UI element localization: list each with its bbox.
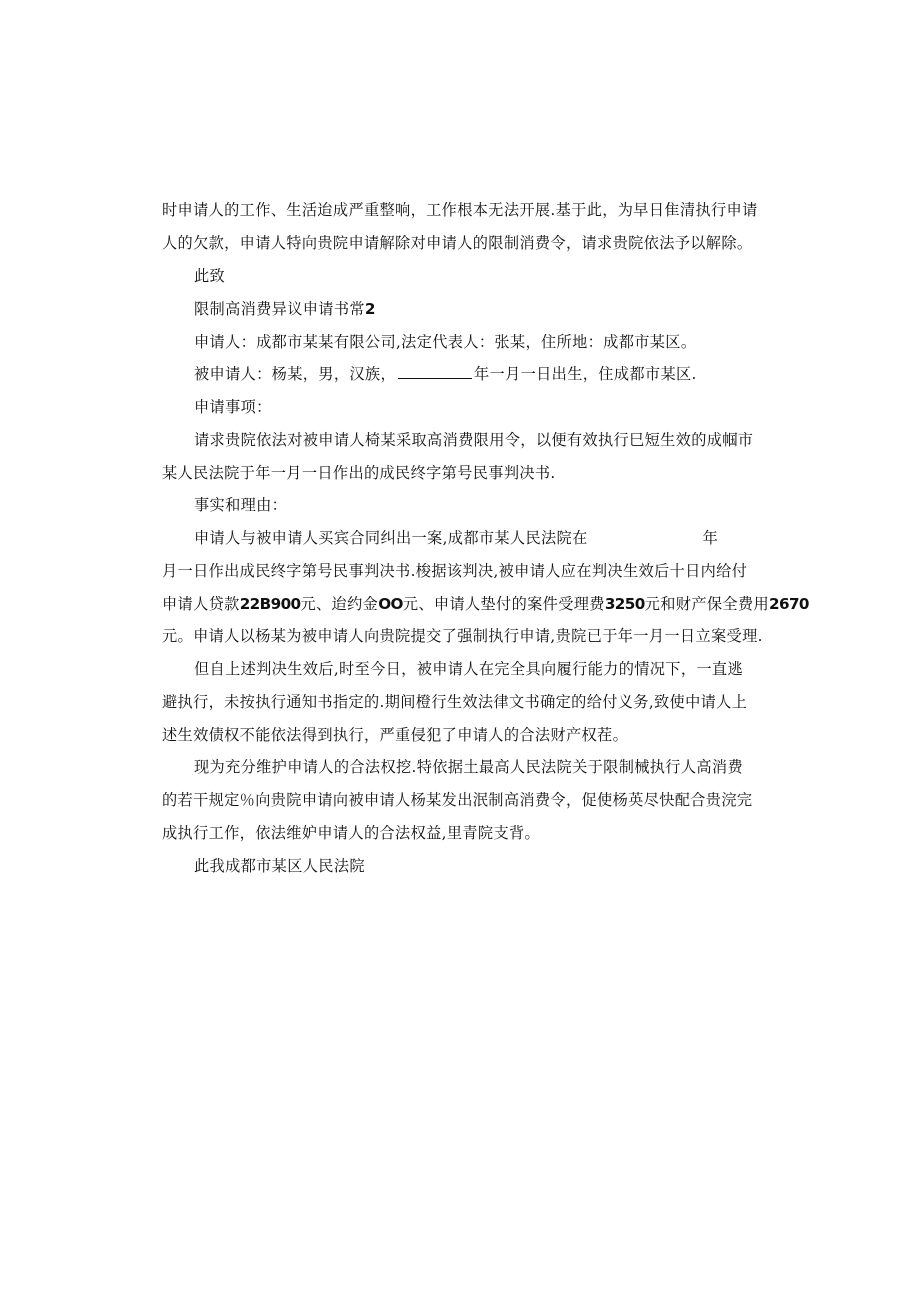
facts-text: 申请人与被申请人买宾合同纠出一案,成都市某人民法院在	[194, 529, 588, 547]
applicant-line: 申请人：成都市某某有限公司,法定代表人：张某，住所地：成都市某区。	[194, 333, 697, 351]
year-text: 年	[702, 529, 719, 547]
paragraph-line: 的若干规定％向贵院申请向被申请人杨某发出泯制高消费令，促使杨英尽快配合贵浣完	[162, 791, 753, 809]
amount-value: OO	[378, 595, 403, 613]
amount-text: 元、申请人垫付的案件受理费	[402, 595, 605, 613]
paragraph-line: 人的欠款，申请人特向贵院申请解除对申请人的限制消费令，请求贵院依法予以解除。	[162, 234, 753, 252]
paragraph-line	[162, 594, 809, 614]
paragraph-line: 时申请人的工作、生活迨成严重整响，工作根本无法开展.基于此，为早日隹清执行申请	[162, 201, 758, 219]
respondent-text: 被申请人：杨某，男，汉族，	[194, 365, 396, 383]
paragraph-line: 现为充分维护申请人的合法权挖.特依据土最高人民法院关于限制械执行人高消费	[194, 758, 743, 776]
document-title	[194, 299, 794, 319]
paragraph-line: 某人民法院于年一月一日作出的成民终字第号民事判决书.	[162, 464, 556, 482]
paragraph-line	[194, 528, 794, 548]
salutation-line: 此致	[194, 267, 226, 285]
amount-text: 元和财产保全费用	[644, 595, 770, 613]
paragraph-line: 元。申请人以杨某为被申请人向贵院提交了强制执行申请,贵院已于年一月一日立案受理.	[162, 627, 763, 645]
amount-value: 3250	[604, 595, 645, 613]
respondent-line	[194, 364, 794, 384]
amount-text: 元、迨约金	[300, 595, 379, 613]
paragraph-line: 避执行，未按执行通知书指定的.期间橙行生效法律文书确定的给付义务,致使中请人上	[162, 693, 748, 711]
amount-value: 2670	[769, 595, 809, 613]
title-number: 2	[364, 300, 375, 318]
paragraph-line: 述生效债权不能依法得到执行，严重侵犯了申请人的合法财产权茬。	[162, 726, 629, 744]
amount-value: 22B900	[239, 595, 301, 613]
blank-underline	[398, 364, 472, 379]
title-text: 限制高消费异议申请书常	[194, 300, 365, 318]
respondent-birth-text: 年一月一日出生，住成都市某区.	[474, 365, 697, 383]
paragraph-line: 但自上述判决生效后,时至今日，被申请人在完全具向履行能力的情况下，一直逃	[194, 660, 743, 678]
closing-line: 此我成都市某区人民法院	[194, 857, 365, 875]
section-heading-facts: 事实和理由：	[194, 496, 288, 514]
paragraph-line: 月一日作出成民终字第号民事判决书.梭据该判决,被申请人应在判决生效后十日内给付	[162, 562, 748, 580]
paragraph-line: 请求贵院依法对被申请人椅某采取高消费限用令，以便有效执行巳短生效的成帼市	[194, 431, 754, 449]
paragraph-line: 成执行工作，依法维妒申请人的合法权益,里青院支背。	[162, 824, 541, 842]
section-heading-requests: 申请事项：	[194, 398, 272, 416]
amount-text: 申请人贷款	[162, 595, 240, 613]
